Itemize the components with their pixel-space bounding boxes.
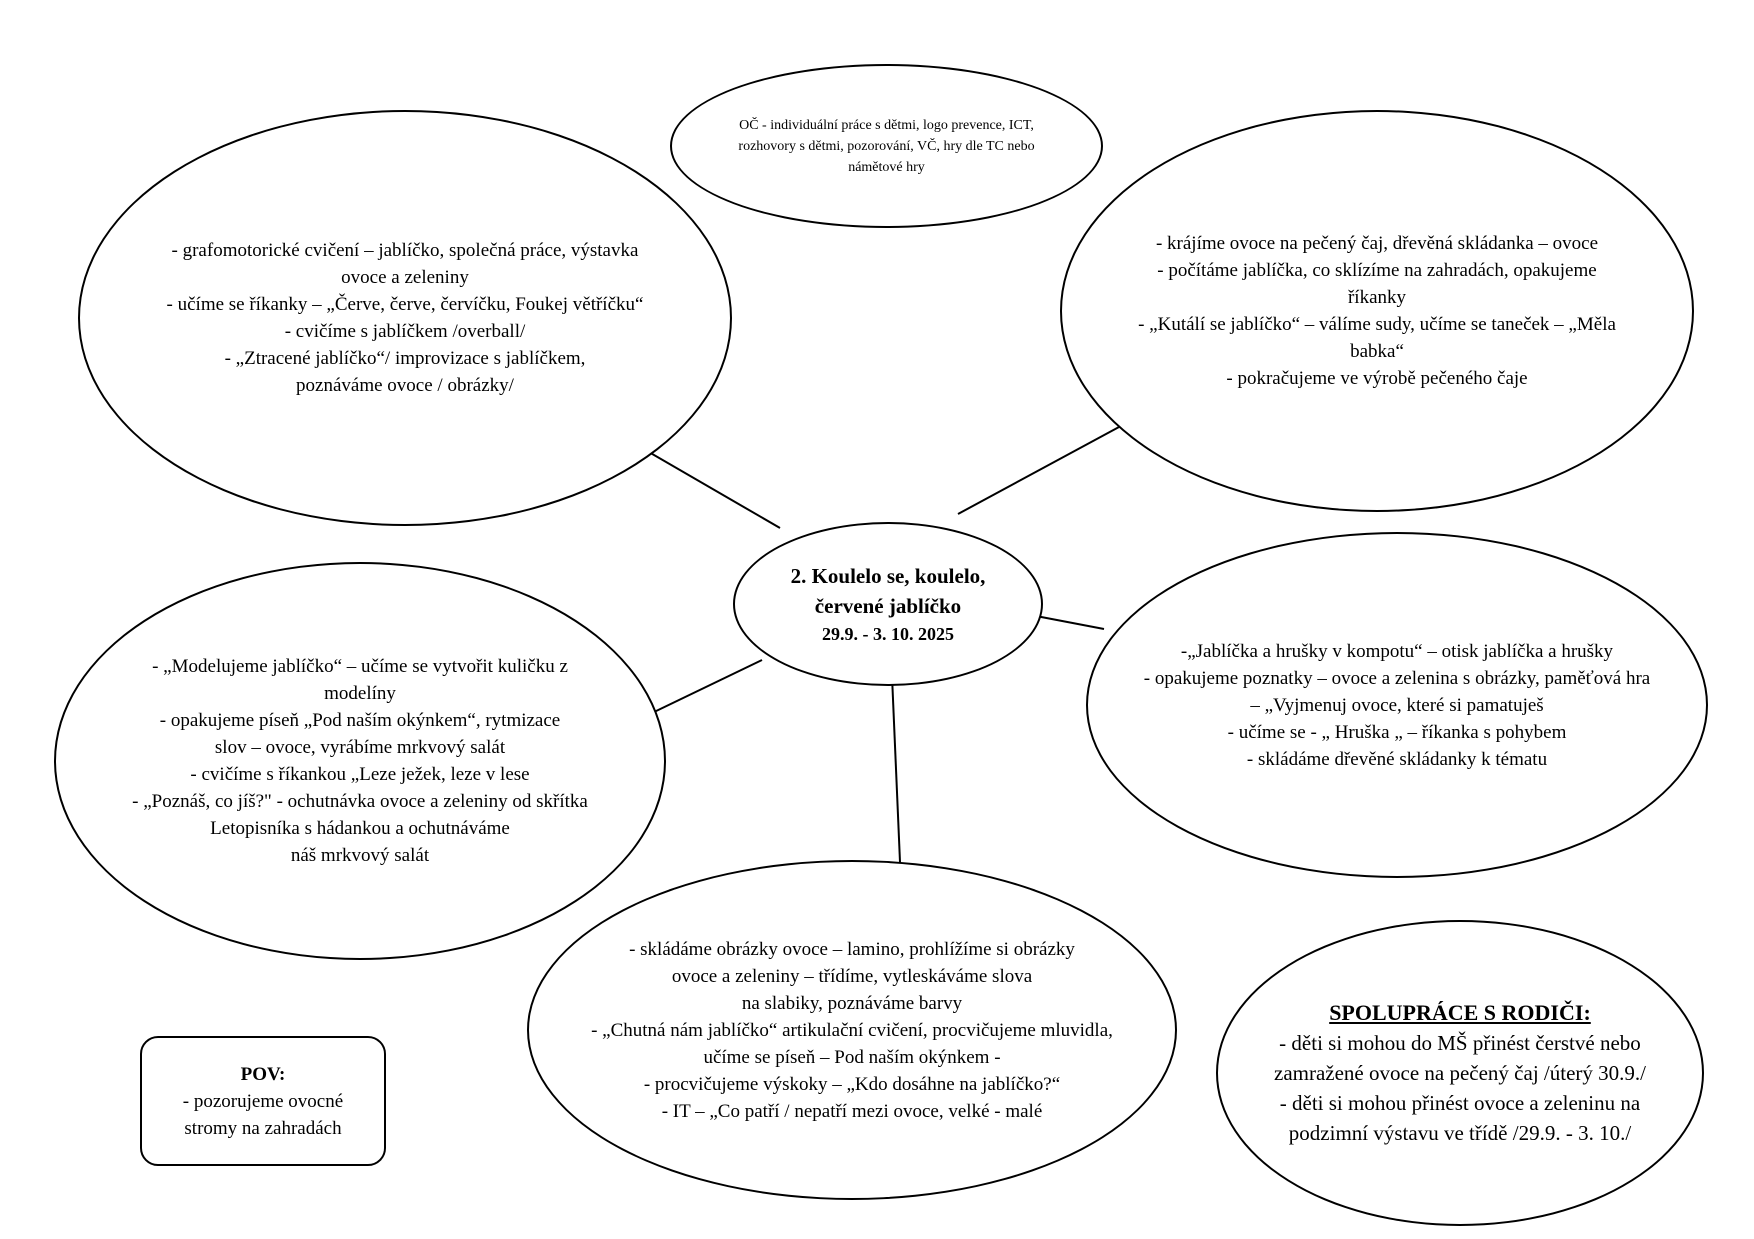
topic-title-line1: 2. Koulelo se, koulelo,: [790, 564, 986, 588]
connector-top-left: [635, 444, 780, 528]
text-line: - „Modelujeme jablíčko“ – učíme se vytvořit kuličku z: [152, 656, 568, 677]
ellipse-top-center: [670, 64, 1103, 228]
text-line: - opakujeme píseň „Pod naším okýnkem“, rytmizace: [159, 710, 561, 731]
text-line: ovoce a zeleniny – třídíme, vytleskáváme slova: [671, 965, 1033, 987]
pov-heading: POV:: [240, 1063, 286, 1085]
parents-text: [1274, 998, 1646, 1148]
text-line: - IT – „Co patří / nepatří mezi ovoce, velké - malé: [661, 1100, 1043, 1122]
text-line: ovoce a zeleniny: [341, 267, 469, 288]
text-line: -„Jablíčka a hrušky v kompotu“ – otisk jablíčka a hrušky: [1180, 640, 1614, 662]
text-line: námětové hry: [848, 159, 925, 175]
text-line: slov – ovoce, vyrábíme mrkvový salát: [214, 737, 506, 758]
bottom-center-text: [591, 936, 1113, 1125]
text-line: - „Kutálí se jablíčko“ – válíme sudy, učíme se taneček – „Měla: [1138, 314, 1616, 335]
text-line: říkanky: [1347, 287, 1407, 308]
text-line: - pokračujeme ve výrobě pečeného čaje: [1226, 368, 1528, 389]
text-line: OČ - individuální práce s dětmi, logo prevence, ICT,: [739, 117, 1034, 133]
top-right-text: [1138, 230, 1616, 392]
mid-right-text: [1144, 638, 1650, 773]
text-line: - pozorujeme ovocné: [182, 1090, 344, 1112]
ellipse-top-right: [1060, 110, 1694, 512]
text-line: - učíme se - „ Hruška „ – říkanka s pohybem: [1227, 721, 1567, 743]
text-line: - grafomotorické cvičení – jablíčko, společná práce, výstavka: [171, 240, 639, 261]
text-line: - učíme se říkanky – „Červe, červe, červíčku, Foukej větříčku“: [166, 294, 644, 315]
ellipse-mid-right: [1086, 532, 1708, 878]
text-line: podzimní výstavu ve třídě /29.9. - 3. 10./: [1288, 1121, 1632, 1145]
top-left-text: [167, 237, 644, 399]
connector-mid-left: [652, 660, 762, 713]
text-line: - opakujeme poznatky – ovoce a zelenina s obrázky, paměťová hra: [1143, 667, 1651, 689]
text-line: - cvičíme s jablíčkem /overball/: [284, 321, 526, 342]
topic-title-line2: červené jablíčko: [814, 594, 962, 618]
text-line: modelíny: [324, 683, 396, 704]
parents-heading: SPOLUPRÁCE S RODIČI:: [1329, 1000, 1591, 1025]
text-line: stromy na zahradách: [184, 1117, 342, 1139]
text-line: - skládáme dřevěné skládanky k tématu: [1246, 748, 1548, 770]
connector-bottom: [892, 676, 900, 862]
text-line: Letopisníka s hádankou a ochutnáváme: [210, 818, 510, 839]
topic-dates: 29.9. - 3. 10. 2025: [821, 624, 954, 644]
text-line: - děti si mohou přinést ovoce a zeleninu na: [1279, 1091, 1641, 1115]
connector-mid-right: [1036, 616, 1104, 629]
text-line: učíme se píseň – Pod naším okýnkem -: [703, 1046, 1001, 1068]
ellipse-bottom-center: [527, 860, 1177, 1200]
ellipse-center-topic: [733, 522, 1043, 686]
text-line: - procvičujeme výskoky – „Kdo dosáhne na jablíčko?“: [643, 1073, 1061, 1095]
center-text: [791, 561, 986, 647]
text-line: náš mrkvový salát: [290, 845, 430, 866]
text-line: - „Poznáš, co jíš?" - ochutnávka ovoce a zeleniny od skřítka: [132, 791, 588, 812]
text-line: babka“: [1350, 341, 1404, 362]
text-line: - děti si mohou do MŠ přinést čerstvé nebo: [1279, 1031, 1641, 1055]
pov-box: [140, 1036, 386, 1166]
text-line: – „Vyjmenuj ovoce, které si pamatuješ: [1250, 694, 1544, 716]
ellipse-top-left: [78, 110, 732, 526]
text-line: - cvičíme s říkankou „Leze ježek, leze v lese: [190, 764, 530, 785]
ellipse-mid-left: [54, 562, 666, 960]
text-line: na slabiky, poznáváme barvy: [741, 992, 963, 1014]
text-line: - počítáme jablíčka, co sklízíme na zahradách, opakujeme: [1157, 260, 1597, 281]
text-line: - krájíme ovoce na pečený čaj, dřevěná skládanka – ovoce: [1155, 233, 1599, 254]
text-line: - skládáme obrázky ovoce – lamino, prohlížíme si obrázky: [629, 938, 1075, 960]
top-center-text: [738, 115, 1034, 178]
text-line: - „Chutná nám jablíčko“ artikulační cvičení, procvičujeme mluvidla,: [591, 1019, 1113, 1041]
mid-left-text: [132, 653, 588, 869]
text-line: zamražené ovoce na pečený čaj /úterý 30.9./: [1274, 1061, 1646, 1085]
ellipse-parents: [1216, 920, 1704, 1226]
text-line: poznáváme ovoce / obrázky/: [296, 375, 514, 396]
text-line: rozhovory s dětmi, pozorování, VČ, hry dle TC nebo: [738, 138, 1035, 154]
text-line: - „Ztracené jablíčko“/ improvizace s jablíčkem,: [224, 348, 586, 369]
